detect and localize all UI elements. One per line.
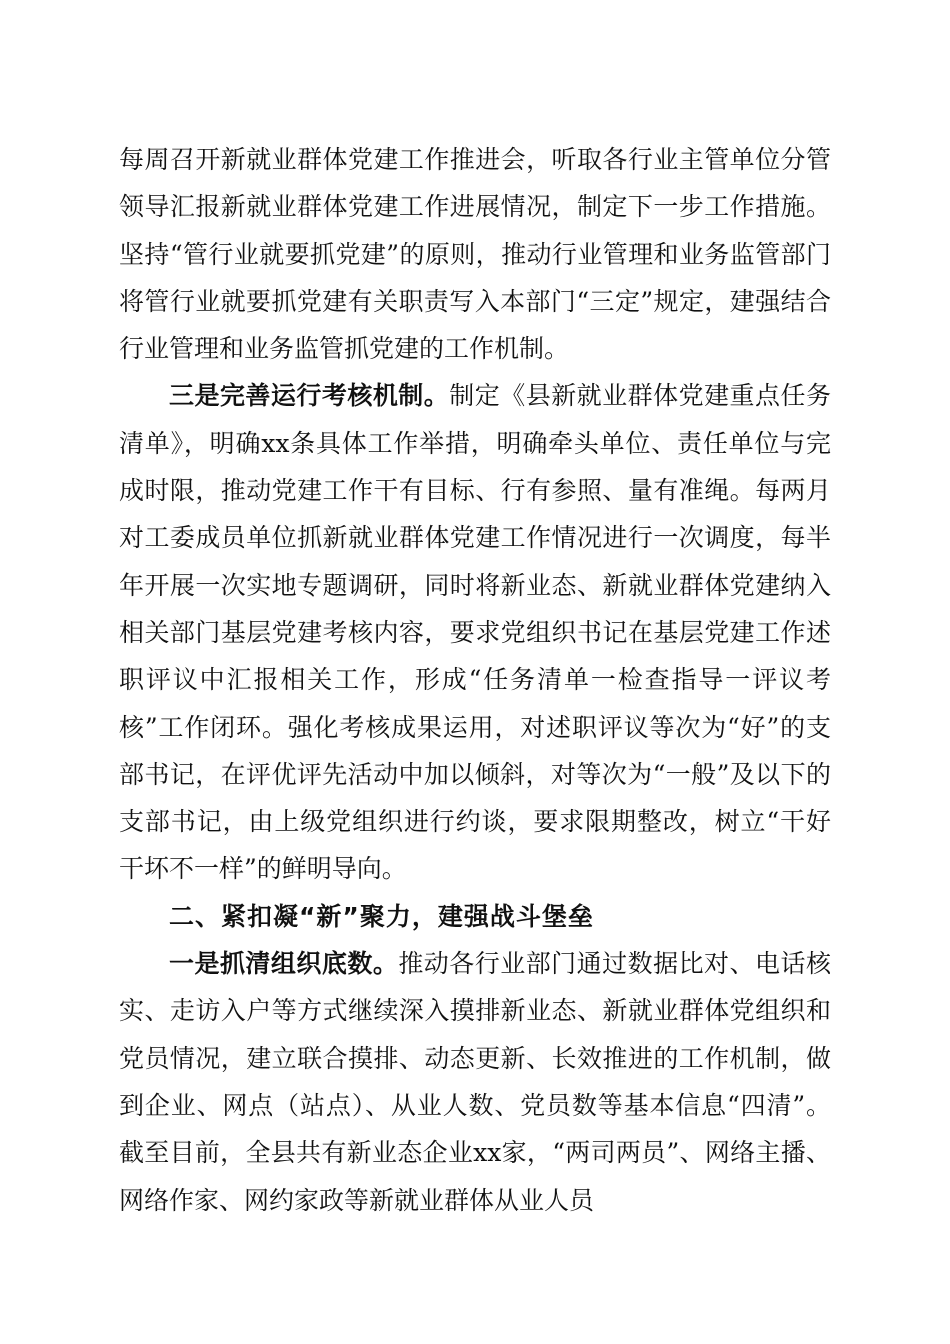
- paragraph-run-in-heading: 一是抓清组织底数。: [169, 949, 399, 979]
- paragraph-assessment-mechanism: [119, 372, 831, 892]
- paragraph-text: 每周召开新就业群体党建工作推进会，听取各行业主管单位分管领导汇报新就业群体党建工作进展情况，制定下一步工作措施。坚持“管行业就要抓党建”的原则，推动行业管理和业务监管部门将管行业就要抓党建有关职责写入本部门“三定”规定，建强结合行业管理和业务监管抓党建的工作机制。: [119, 145, 831, 364]
- paragraph-continuation: [119, 136, 831, 372]
- section-heading: 二、紧扣凝“新”聚力，建强战斗堡垒: [169, 901, 594, 931]
- paragraph-organization-count: [119, 940, 831, 1224]
- paragraph-text: 推动各行业部门通过数据比对、电话核实、走访入户等方式继续深入摸排新业态、新就业群体党组织和党员情况，建立联合摸排、动态更新、长效推进的工作机制，做到企业、网点（站点）、从业人数、党员数等基本信息“四清”。截至目前，全县共有新业态企业xx家，“两司两员”、网络主播、网络作家、网约家政等新就业群体从业人员: [119, 949, 831, 1215]
- paragraph-text: 制定《县新就业群体党建重点任务清单》，明确xx条具体工作举措，明确牵头单位、责任单位与完成时限，推动党建工作干有目标、行有参照、量有准绳。每两月对工委成员单位抓新就业群体党建工作情况进行一次调度，每半年开展一次实地专题调研，同时将新业态、新就业群体党建纳入相关部门基层党建考核内容，要求党组织书记在基层党建工作述职评议中汇报相关工作，形成“任务清单一检查指导一评议考核”工作闭环。强化考核成果运用，对述职评议等次为“好”的支部书记，在评优评先活动中加以倾斜，对等次为“一般”及以下的支部书记，由上级党组织进行约谈，要求限期整改，树立“干好干坏不一样”的鲜明导向。: [119, 381, 831, 884]
- document-body: [119, 136, 831, 1224]
- paragraph-run-in-heading: 三是完善运行考核机制。: [169, 381, 450, 411]
